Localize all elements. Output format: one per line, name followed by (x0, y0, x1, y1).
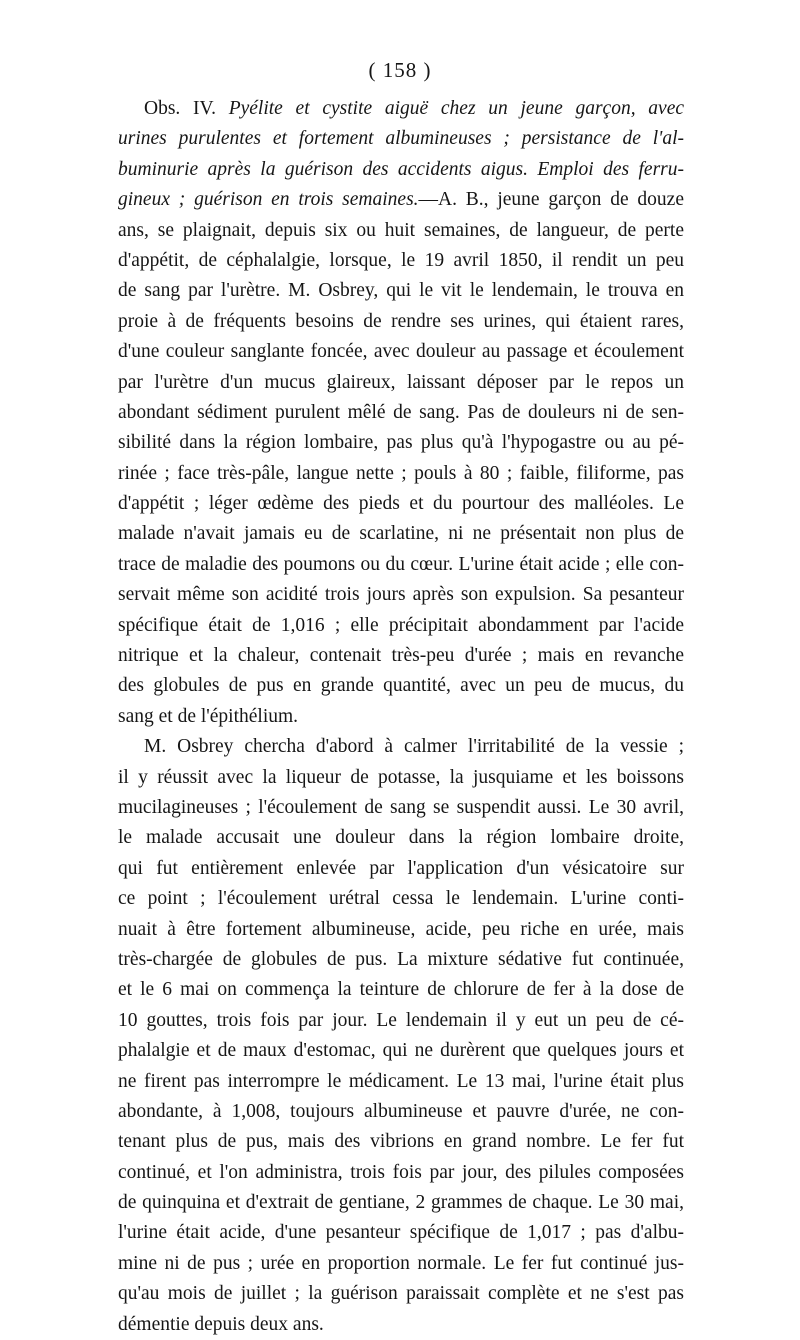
text-line (118, 246, 684, 276)
text-line (118, 519, 684, 549)
text-span: démentie depuis deux ans. (118, 1313, 324, 1335)
text-line (118, 763, 684, 793)
text-span: nitrique et la chaleur, contenait très-peu d'urée ; mais en revanche (118, 645, 684, 667)
text-span: —A. B., jeune garçon de douze (418, 189, 684, 211)
text-line (118, 854, 684, 884)
text-line (118, 1218, 684, 1248)
text-span: de sang par l'urètre. M. Osbrey, qui le vit le lendemain, le trouva en (118, 280, 684, 302)
text-span: d'une couleur sanglante foncée, avec douleur au passage et écoulement (118, 341, 684, 363)
text-span: de quinquina et d'extrait de gentiane, 2 grammes de chaque. Le 30 mai, (118, 1192, 684, 1214)
text-span: sang et de l'épithélium. (118, 705, 299, 727)
text-line (118, 580, 684, 610)
italic-text: Pyélite et cystite aiguë chez un jeune garçon, avec (228, 98, 684, 119)
body-text (118, 94, 684, 1340)
text-span: d'appétit, de céphalalgie, lorsque, le 19 avril 1850, il rendit un peu (118, 249, 684, 271)
text-line (118, 368, 684, 398)
italic-text: buminurie après la guérison des accidents aigus. Emploi des ferru- (118, 158, 684, 180)
text-span: sibilité dans la région lombaire, pas plus qu'à l'hypogastre ou au pé- (118, 432, 684, 454)
text-line (118, 459, 684, 489)
page-number: ( 158 ) (368, 58, 432, 82)
text-span: tenant plus de pus, mais des vibrions en grand nombre. Le fer fut (118, 1131, 684, 1153)
text-line (118, 884, 684, 914)
text-line (118, 337, 684, 367)
text-line (118, 124, 684, 154)
text-line (118, 1036, 684, 1066)
text-line (118, 398, 684, 428)
paragraph (118, 732, 684, 1340)
text-line (118, 641, 684, 671)
text-line (118, 550, 684, 580)
text-line (118, 732, 684, 762)
text-span: qui fut entièrement enlevée par l'application d'un vésicatoire sur (118, 857, 684, 879)
text-line (118, 1249, 684, 1279)
text-span: nuait à être fortement albumineuse, acide, peu riche en urée, mais (118, 918, 684, 940)
text-line (118, 185, 684, 215)
text-span: il y réussit avec la liqueur de potasse, la jusquiame et les boissons (118, 766, 684, 788)
text-span: des globules de pus en grande quantité, avec un peu de mucus, du (118, 675, 684, 697)
text-span: phalalgie et de maux d'estomac, qui ne durèrent que quelques jours et (118, 1040, 684, 1062)
text-line (118, 1310, 684, 1340)
text-line (118, 216, 684, 246)
text-line (118, 671, 684, 701)
text-span: continué, et l'on administra, trois fois par jour, des pilules composées (118, 1161, 684, 1183)
text-span: Obs. IV. (144, 98, 229, 119)
italic-text: urines purulentes et fortement albumineuses ; persistance de l'al- (118, 128, 684, 150)
text-span: M. Osbrey chercha d'abord à calmer l'irritabilité de la vessie ; (144, 736, 684, 758)
text-line (118, 823, 684, 853)
text-span: malade n'avait jamais eu de scarlatine, ni ne présentait non plus de (118, 523, 684, 545)
text-span: mine ni de pus ; urée en proportion normale. Le fer fut continué jus- (118, 1252, 684, 1274)
text-line (118, 1158, 684, 1188)
text-span: abondant sédiment purulent mêlé de sang. Pas de douleurs ni de sen- (118, 401, 684, 423)
text-span: abondante, à 1,008, toujours albumineuse et pauvre d'urée, ne con- (118, 1100, 684, 1122)
text-span: rinée ; face très-pâle, langue nette ; pouls à 80 ; faible, filiforme, pas (118, 462, 684, 484)
text-line (118, 1067, 684, 1097)
text-line (118, 702, 684, 732)
text-span: trace de maladie des poumons ou du cœur. L'urine était acide ; elle con- (118, 553, 684, 575)
text-line (118, 1188, 684, 1218)
text-span: qu'au mois de juillet ; la guérison paraissait complète et ne s'est pas (118, 1283, 684, 1305)
text-span: 10 gouttes, trois fois par jour. Le lendemain il y eut un peu de cé- (118, 1009, 684, 1031)
text-line (118, 975, 684, 1005)
text-line (118, 489, 684, 519)
text-span: par l'urètre d'un mucus glaireux, laissant déposer par le repos un (118, 371, 684, 393)
text-span: ans, se plaignait, depuis six ou huit semaines, de langueur, de perte (118, 219, 684, 241)
text-span: spécifique était de 1,016 ; elle précipitait abondamment par l'acide (118, 614, 684, 636)
text-line (118, 94, 684, 124)
text-span: proie à de fréquents besoins de rendre ses urines, qui étaient rares, (118, 310, 684, 332)
paragraph (118, 94, 684, 732)
text-line (118, 945, 684, 975)
text-line (118, 915, 684, 945)
text-line (118, 155, 684, 185)
text-line (118, 1006, 684, 1036)
text-span: le malade accusait une douleur dans la région lombaire droite, (118, 827, 684, 849)
text-line (118, 1097, 684, 1127)
italic-text: gineux ; guérison en trois semaines. (118, 189, 419, 211)
text-span: ce point ; l'écoulement urétral cessa le lendemain. L'urine conti- (118, 888, 684, 910)
text-span: l'urine était acide, d'une pesanteur spécifique de 1,017 ; pas d'albu- (118, 1222, 684, 1244)
text-span: ne firent pas interrompre le médicament. Le 13 mai, l'urine était plus (118, 1070, 684, 1092)
text-span: mucilagineuses ; l'écoulement de sang se suspendit aussi. Le 30 avril, (118, 796, 684, 818)
text-line (118, 428, 684, 458)
text-line (118, 307, 684, 337)
text-line (118, 793, 684, 823)
text-span: servait même son acidité trois jours après son expulsion. Sa pesanteur (118, 584, 684, 606)
text-span: et le 6 mai on commença la teinture de chlorure de fer à la dose de (118, 979, 684, 1001)
text-line (118, 1279, 684, 1309)
text-line (118, 1127, 684, 1157)
text-span: très-chargée de globules de pus. La mixture sédative fut continuée, (118, 948, 684, 970)
text-span: d'appétit ; léger œdème des pieds et du pourtour des malléoles. Le (118, 493, 684, 515)
text-line (118, 611, 684, 641)
text-line (118, 276, 684, 306)
